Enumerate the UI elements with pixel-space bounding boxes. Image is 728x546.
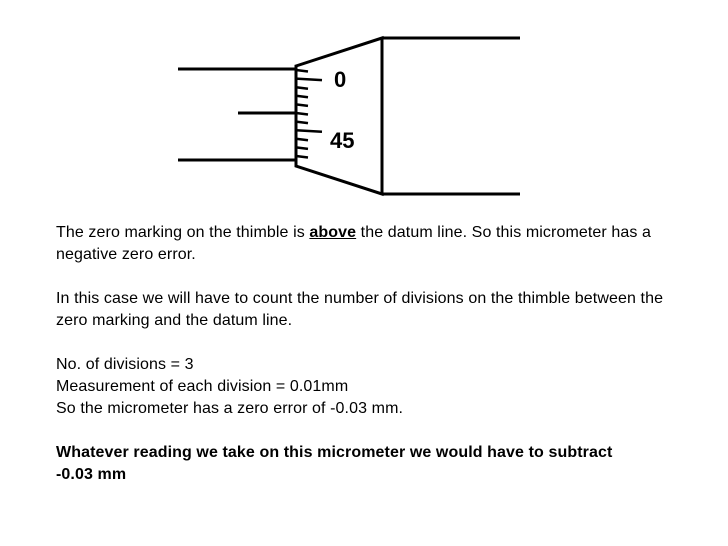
explanation-text <box>56 222 696 486</box>
thimble-bevel <box>296 38 382 194</box>
emphasis-above: above <box>309 224 357 241</box>
line-division-measurement: Measurement of each division = 0.01mm <box>56 378 349 395</box>
scale-tick <box>296 96 308 98</box>
line-zero-error: So the micrometer has a zero error of -0.03 mm. <box>56 400 404 417</box>
scale-tick <box>296 156 308 158</box>
scale-tick <box>296 104 308 106</box>
conclusion-text: Whatever reading we take on this micrometer we would have to subtract -0.03 mm <box>56 444 613 483</box>
scale-tick <box>296 87 308 89</box>
scale-label-0: 0 <box>334 67 347 92</box>
scale-tick <box>296 79 322 81</box>
scale-tick <box>296 70 308 72</box>
paragraph-count-divisions: In this case we will have to count the number of divisions on the thimble between the zero marking and the datum line. <box>56 290 664 329</box>
scale-tick <box>296 130 322 132</box>
para1-after: the datum line. So this micrometer has a negative zero error. <box>56 224 652 263</box>
micrometer-diagram <box>0 0 728 210</box>
scale-tick <box>296 139 308 141</box>
scale-tick <box>296 147 308 149</box>
thimble-scale-ticks <box>296 70 322 158</box>
scale-tick <box>296 113 308 115</box>
paragraph-zero-marking <box>56 222 696 266</box>
scale-tick <box>296 122 308 124</box>
line-number-of-divisions: No. of divisions = 3 <box>56 356 194 373</box>
scale-label-45: 45 <box>330 128 355 153</box>
para1-before: The zero marking on the thimble is <box>56 224 310 241</box>
